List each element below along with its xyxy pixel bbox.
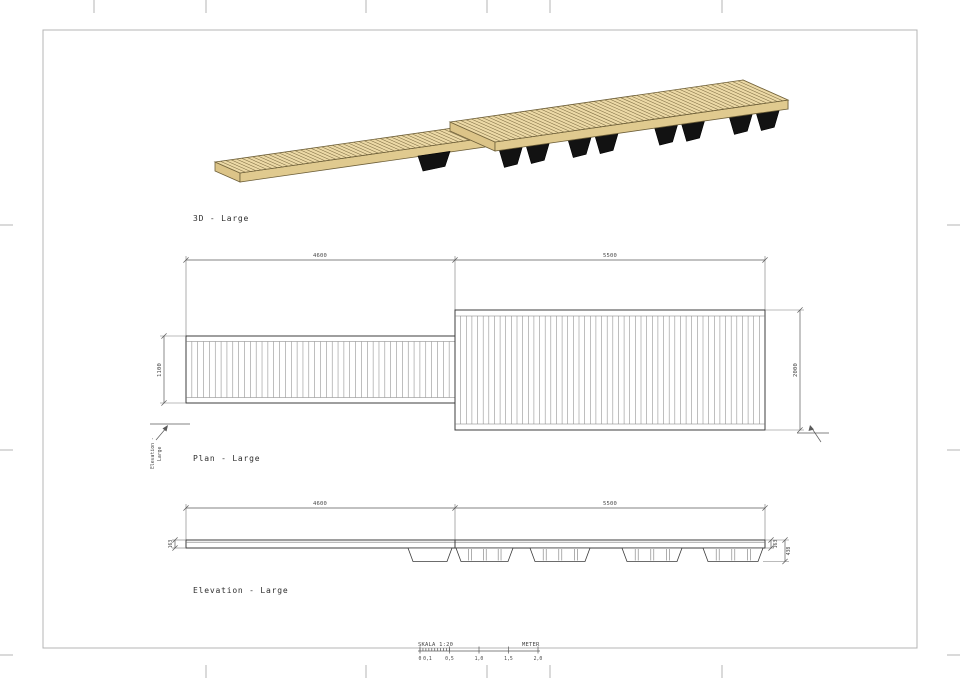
section-marker-label-1: Elevation -: [151, 437, 156, 469]
plan-dim-gangway-width: 1100: [157, 362, 163, 378]
elev-dim-deck-thickness-right: 163: [774, 539, 779, 549]
plan-dim-gangway-length: 4600: [312, 253, 328, 259]
elev-dim-deck-length: 5500: [602, 501, 618, 507]
deck-elevation-band: [186, 540, 765, 548]
view-3d-title: 3D - Large: [193, 214, 250, 223]
scale-unit-label: METER: [522, 642, 540, 648]
elevation-title: Elevation - Large: [193, 586, 289, 595]
scale-tick-label: 1,5: [504, 657, 513, 662]
pontoon-float-outline: [456, 548, 513, 562]
view-3d: [193, 80, 788, 223]
scale-tick-label: 1,0: [474, 657, 484, 662]
scale-tick-label: 0,1: [423, 657, 432, 662]
pontoon-float-outline: [622, 548, 682, 562]
plan-title: Plan - Large: [193, 454, 261, 463]
elev-dim-total-height: 438: [787, 546, 792, 556]
elevation-view: [168, 501, 792, 595]
section-marker-right: [797, 425, 829, 442]
pontoon-float-outline: [703, 548, 763, 562]
pontoon-floats-elevation: [408, 548, 763, 562]
elev-dim-gangway-length: 4600: [312, 501, 328, 507]
scale-tick-label: 0: [418, 657, 422, 662]
pontoon-float-outline: [530, 548, 590, 562]
plan-plank-lines: [192, 316, 760, 424]
section-arrow-icon: [163, 425, 169, 432]
plan-dim-deck-width: 2000: [793, 362, 799, 378]
scale-bar: [418, 642, 542, 662]
deck-plan-outline: [455, 310, 765, 430]
plan-view: [150, 253, 829, 469]
elev-dim-deck-thickness-left: 163: [169, 539, 174, 549]
section-marker-left: [150, 424, 190, 469]
section-marker-label-2: Large: [158, 446, 163, 461]
scale-tick-label: 0,5: [445, 657, 454, 662]
scale-tick-label: 2,0: [533, 657, 543, 662]
plan-dim-deck-length: 5500: [602, 253, 618, 259]
scale-label: SKALA 1:20: [418, 642, 454, 648]
pontoon-float-outline: [408, 548, 452, 562]
